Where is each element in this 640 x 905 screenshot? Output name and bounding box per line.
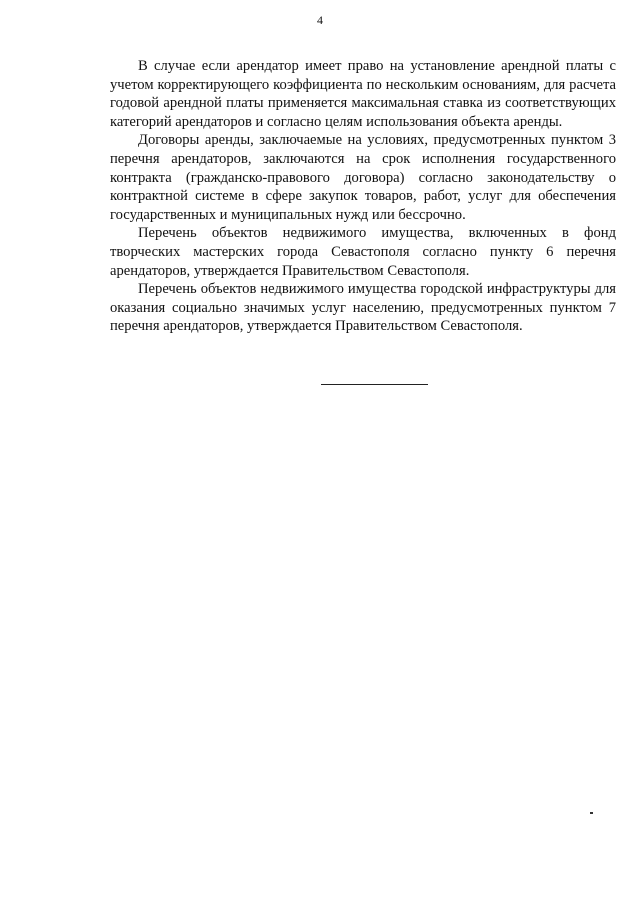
document-body (110, 57, 616, 336)
scan-artifact-mark (590, 812, 593, 814)
paragraph-lease-term: Договоры аренды, заключаемые на условиях, предусмотренных пунктом 3 перечня арендаторов, заключаются на срок исполнения государственного контракта (гражданско-правового договора) согласно законодательству о контрактной системе в сфере закупок товаров, работ, услуг для обеспечения государственных и муниципальных нужд или бессрочно. (110, 132, 616, 223)
paragraph-social-infrastructure: Перечень объектов недвижимого имущества городской инфраструктуры для оказания социально значимых услуг населению, предусмотренных пунктом 7 перечня арендаторов, утверждается Правительством Севастополя. (110, 281, 616, 335)
paragraph-rental-coefficient: В случае если арендатор имеет право на установление арендной платы с учетом корректирующего коэффициента по нескольким основаниям, для расчета годовой арендной платы применяется максимальная ставка из соответствующих категорий арендаторов и согласно целям использования объекта аренды. (110, 58, 616, 130)
end-separator-line (321, 384, 428, 385)
paragraph-creative-workshops: Перечень объектов недвижимого имущества, включенных в фонд творческих мастерских города Севастополя согласно пункту 6 перечня арендаторов, утверждается Правительством Севастополя. (110, 225, 616, 279)
page-number: 4 (317, 13, 323, 27)
